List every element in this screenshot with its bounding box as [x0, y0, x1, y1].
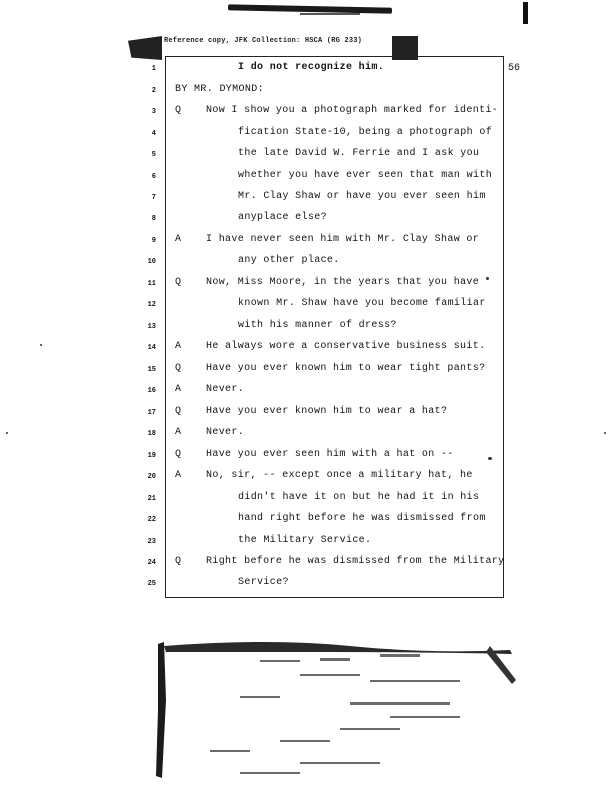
line-number: 8 [151, 215, 156, 223]
line-number: 12 [147, 301, 156, 309]
line-number: 5 [151, 151, 156, 159]
line-text: Now, Miss Moore, in the years that you have [206, 277, 480, 288]
line-number: 10 [147, 258, 156, 266]
speaker-label: Q [175, 105, 182, 116]
line-number: 22 [147, 516, 156, 524]
line-number: 11 [147, 280, 156, 288]
scan-speck [40, 344, 42, 346]
line-number: 3 [151, 108, 156, 116]
line-text: Never. [206, 384, 245, 395]
line-text: with his manner of dress? [238, 320, 397, 331]
line-text: known Mr. Shaw have you become familiar [238, 298, 486, 309]
line-number: 6 [151, 173, 156, 181]
scan-artifact-bottom-smudge [150, 640, 520, 780]
speaker-label: A [175, 341, 182, 352]
line-number: 9 [151, 237, 156, 245]
line-text: Have you ever seen him with a hat on -- [206, 449, 454, 460]
line-number: 25 [147, 580, 156, 588]
line-number: 2 [151, 87, 156, 95]
line-number: 15 [147, 366, 156, 374]
line-text: Have you ever known him to wear a hat? [206, 406, 448, 417]
line-text: hand right before he was dismissed from [238, 513, 486, 524]
line-text: the Military Service. [238, 535, 372, 546]
speaker-label: A [175, 384, 182, 395]
reference-note: Reference copy, JFK Collection: HSCA (RG 233) [164, 37, 363, 45]
scan-artifact-left-corner [128, 36, 162, 60]
line-text: BY MR. DYMOND: [175, 84, 264, 95]
line-text: Right before he was dismissed from the Military [206, 556, 505, 567]
line-text: Never. [206, 427, 245, 438]
line-number: 13 [147, 323, 156, 331]
line-number: 23 [147, 538, 156, 546]
line-number: 24 [147, 559, 156, 567]
scan-speck [6, 432, 8, 434]
line-text: I have never seen him with Mr. Clay Shaw or [206, 234, 480, 245]
speaker-label: Q [175, 277, 182, 288]
speaker-label: Q [175, 556, 182, 567]
speaker-label: A [175, 470, 182, 481]
line-number: 18 [147, 430, 156, 438]
line-text: He always wore a conservative business suit. [206, 341, 486, 352]
line-text: didn't have it on but he had it in his [238, 492, 480, 503]
line-text: No, sir, -- except once a military hat, he [206, 470, 473, 481]
line-number: 20 [147, 473, 156, 481]
speaker-label: A [175, 427, 182, 438]
scan-artifact-vertical-mark [523, 2, 528, 24]
speaker-label: Q [175, 449, 182, 460]
line-number: 17 [147, 409, 156, 417]
scan-speck [604, 432, 606, 434]
line-number: 16 [147, 387, 156, 395]
line-text: the late David W. Ferrie and I ask you [238, 148, 480, 159]
speaker-label: Q [175, 363, 182, 374]
line-number: 4 [151, 130, 156, 138]
speaker-label: A [175, 234, 182, 245]
line-text: I do not recognize him. [238, 62, 385, 73]
line-text: Service? [238, 577, 289, 588]
line-number: 1 [151, 65, 156, 73]
line-text: Mr. Clay Shaw or have you ever seen him [238, 191, 486, 202]
line-text: Now I show you a photograph marked for identi- [206, 105, 499, 116]
line-text: Have you ever known him to wear tight pants? [206, 363, 486, 374]
line-number: 21 [147, 495, 156, 503]
line-text: whether you have ever seen that man with [238, 170, 493, 181]
speaker-label: Q [175, 406, 182, 417]
line-number: 19 [147, 452, 156, 460]
scan-artifact-top-line [300, 13, 360, 15]
line-text: fication State-10, being a photograph of [238, 127, 493, 138]
line-text: any other place. [238, 255, 340, 266]
page-number: 56 [508, 63, 521, 74]
line-number: 14 [147, 344, 156, 352]
line-text: anyplace else? [238, 212, 327, 223]
line-number: 7 [151, 194, 156, 202]
